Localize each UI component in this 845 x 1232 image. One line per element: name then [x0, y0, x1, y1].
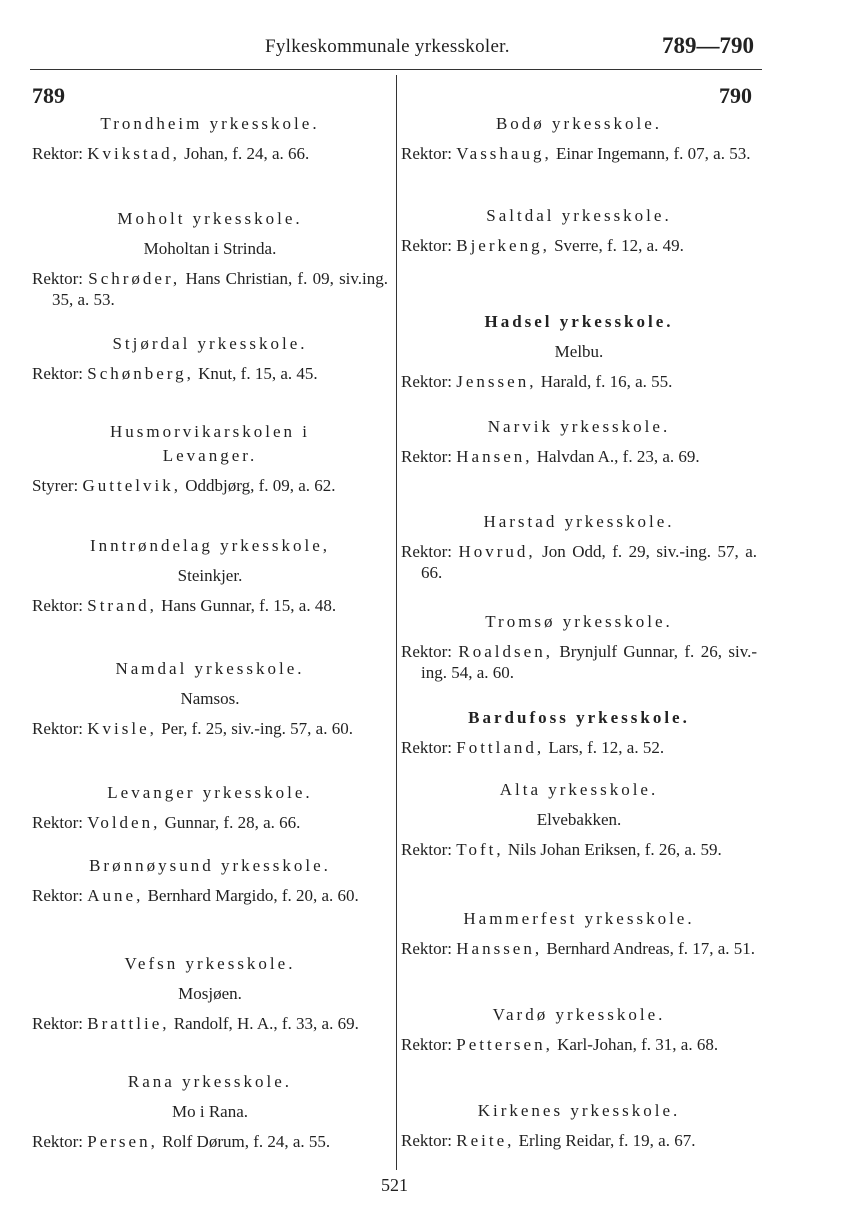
role: Rektor:	[401, 738, 452, 757]
entry-text	[32, 812, 388, 833]
school-place: Mosjøen.	[178, 984, 242, 1003]
person-details: Randolf, H. A., f. 33, a. 69.	[173, 1014, 359, 1033]
entry	[401, 778, 757, 860]
person-details: Jon Odd, f. 29, siv.-ing. 57, a. 66.	[421, 542, 758, 582]
entry	[401, 510, 757, 583]
person-name: Strand,	[87, 596, 157, 615]
entry	[32, 952, 388, 1034]
page-header-title: Fylkeskommunale yrkesskoler.	[265, 36, 510, 57]
entry-text	[401, 641, 757, 683]
entry	[401, 1003, 757, 1055]
role: Rektor:	[401, 840, 452, 859]
school-title: Hadsel yrkesskole.	[484, 312, 674, 331]
person-name: Aune,	[87, 886, 144, 905]
role: Rektor:	[32, 813, 83, 832]
person-details: Johan, f. 24, a. 66.	[184, 144, 310, 163]
entry-text	[401, 1034, 757, 1055]
person-name: Jenssen,	[456, 372, 537, 391]
entry	[32, 657, 388, 739]
school-place: Mo i Rana.	[171, 1102, 249, 1121]
page-number: 521	[381, 1175, 408, 1195]
person-details: Karl-Johan, f. 31, a. 68.	[557, 1035, 719, 1054]
person-name: Persen,	[87, 1132, 158, 1151]
school-title: Saltdal yrkesskole.	[486, 206, 672, 225]
person-name: Reite,	[456, 1131, 515, 1150]
entry-text	[401, 1130, 757, 1151]
person-details: Bernhard Margido, f. 20, a. 60.	[147, 886, 359, 905]
role: Rektor:	[32, 1014, 83, 1033]
person-details: Hans Christian, f. 09, siv.ing. 35, a. 53.	[52, 269, 389, 309]
school-place: Namsos.	[180, 689, 240, 708]
entry	[32, 781, 388, 833]
person-details: Gunnar, f. 28, a. 66.	[164, 813, 301, 832]
person-name: Hanssen,	[456, 939, 543, 958]
entry-text	[32, 885, 388, 906]
person-name: Vasshaug,	[456, 144, 552, 163]
entry-text	[32, 1013, 388, 1034]
entry-text	[401, 938, 757, 959]
person-details: Lars, f. 12, a. 52.	[548, 738, 665, 757]
person-details: Oddbjørg, f. 09, a. 62.	[185, 476, 336, 495]
person-details: Sverre, f. 12, a. 49.	[554, 236, 684, 255]
school-place: Steinkjer.	[177, 566, 243, 585]
person-details: Einar Ingemann, f. 07, a. 53.	[555, 144, 751, 163]
person-details: Erling Reidar, f. 19, a. 67.	[518, 1131, 696, 1150]
role: Rektor:	[32, 269, 83, 288]
role: Rektor:	[401, 236, 452, 255]
person-name: Hansen,	[456, 447, 533, 466]
column-divider	[396, 75, 397, 1170]
school-title: Bardufoss yrkesskole.	[468, 708, 690, 727]
role: Rektor:	[32, 144, 83, 163]
person-details: Nils Johan Eriksen, f. 26, a. 59.	[507, 840, 722, 859]
entry-text	[401, 541, 757, 583]
school-title: Vefsn yrkesskole.	[124, 954, 296, 973]
entry	[401, 907, 757, 959]
role: Styrer:	[32, 476, 79, 495]
entry	[32, 112, 388, 164]
role: Rektor:	[401, 542, 452, 561]
role: Rektor:	[32, 886, 83, 905]
entry	[32, 854, 388, 906]
entry-text	[32, 1131, 388, 1152]
left-column-number: 789	[32, 83, 65, 108]
school-title: Stjørdal yrkesskole.	[112, 334, 308, 353]
person-details: Harald, f. 16, a. 55.	[540, 372, 673, 391]
school-title: Vardø yrkesskole.	[492, 1005, 666, 1024]
person-details: Brynjulf Gunnar, f. 26, siv.-ing. 54, a. 60.	[421, 642, 758, 682]
role: Rektor:	[401, 447, 452, 466]
entry	[32, 420, 388, 496]
entry-text	[401, 737, 757, 758]
school-title: Moholt yrkesskole.	[117, 209, 303, 228]
school-title: Trondheim yrkesskole.	[100, 114, 320, 133]
header-rule	[30, 69, 762, 70]
person-name: Guttelvik,	[82, 476, 181, 495]
entry-text	[401, 371, 757, 392]
school-title: Husmorvikarskolen i Levanger.	[109, 422, 311, 465]
entry-text	[401, 839, 757, 860]
person-name: Toft,	[456, 840, 504, 859]
person-name: Kvisle,	[87, 719, 157, 738]
role: Rektor:	[401, 1035, 452, 1054]
school-title: Alta yrkesskole.	[499, 780, 659, 799]
entry-text	[401, 235, 757, 256]
person-name: Brattlie,	[87, 1014, 170, 1033]
role: Rektor:	[32, 1132, 83, 1151]
entry	[401, 112, 757, 164]
page-header-numbers: 789—790	[662, 33, 754, 58]
person-details: Knut, f. 15, a. 45.	[198, 364, 318, 383]
role: Rektor:	[401, 372, 452, 391]
person-details: Per, f. 25, siv.-ing. 57, a. 60.	[161, 719, 353, 738]
school-title: Narvik yrkesskole.	[487, 417, 671, 436]
entry	[401, 204, 757, 256]
person-details: Hans Gunnar, f. 15, a. 48.	[161, 596, 337, 615]
person-name: Bjerkeng,	[456, 236, 550, 255]
entry-text	[32, 475, 388, 496]
person-name: Fottland,	[456, 738, 545, 757]
school-title: Harstad yrkesskole.	[483, 512, 675, 531]
school-place: Elvebakken.	[536, 810, 622, 829]
role: Rektor:	[401, 642, 452, 661]
person-name: Roaldsen,	[458, 642, 553, 661]
entry	[401, 415, 757, 467]
entry-text	[32, 363, 388, 384]
role: Rektor:	[401, 1131, 452, 1150]
person-details: Rolf Dørum, f. 24, a. 55.	[162, 1132, 331, 1151]
role: Rektor:	[401, 144, 452, 163]
person-name: Pettersen,	[456, 1035, 553, 1054]
role: Rektor:	[32, 719, 83, 738]
role: Rektor:	[32, 364, 83, 383]
person-name: Hovrud,	[458, 542, 536, 561]
entry	[401, 310, 757, 392]
role: Rektor:	[401, 939, 452, 958]
person-name: Schønberg,	[87, 364, 194, 383]
entry-text	[32, 595, 388, 616]
entry	[401, 706, 757, 758]
entry	[32, 207, 388, 310]
person-name: Kvikstad,	[87, 144, 180, 163]
school-title: Inntrøndelag yrkesskole,	[89, 536, 331, 555]
school-title: Namdal yrkesskole.	[115, 659, 305, 678]
entry-text	[32, 268, 388, 310]
entry	[32, 332, 388, 384]
school-title: Tromsø yrkesskole.	[485, 612, 673, 631]
school-place: Moholtan i Strinda.	[143, 239, 277, 258]
school-place: Melbu.	[554, 342, 604, 361]
role: Rektor:	[32, 596, 83, 615]
entry	[401, 1099, 757, 1151]
entry	[32, 1070, 388, 1152]
school-title: Brønnøysund yrkesskole.	[89, 856, 331, 875]
school-title: Kirkenes yrkesskole.	[477, 1101, 681, 1120]
entry-text	[32, 143, 388, 164]
entry	[32, 534, 388, 616]
school-title: Levanger yrkesskole.	[107, 783, 313, 802]
person-details: Halvdan A., f. 23, a. 69.	[536, 447, 700, 466]
entry-text	[401, 143, 757, 164]
person-name: Volden,	[87, 813, 161, 832]
school-title: Rana yrkesskole.	[127, 1072, 293, 1091]
entry-text	[32, 718, 388, 739]
right-column-number: 790	[719, 83, 752, 108]
school-title: Hammerfest yrkesskole.	[463, 909, 695, 928]
school-title: Bodø yrkesskole.	[495, 114, 663, 133]
person-details: Bernhard Andreas, f. 17, a. 51.	[546, 939, 756, 958]
entry	[401, 610, 757, 683]
person-name: Schrøder,	[88, 269, 181, 288]
entry-text	[401, 446, 757, 467]
